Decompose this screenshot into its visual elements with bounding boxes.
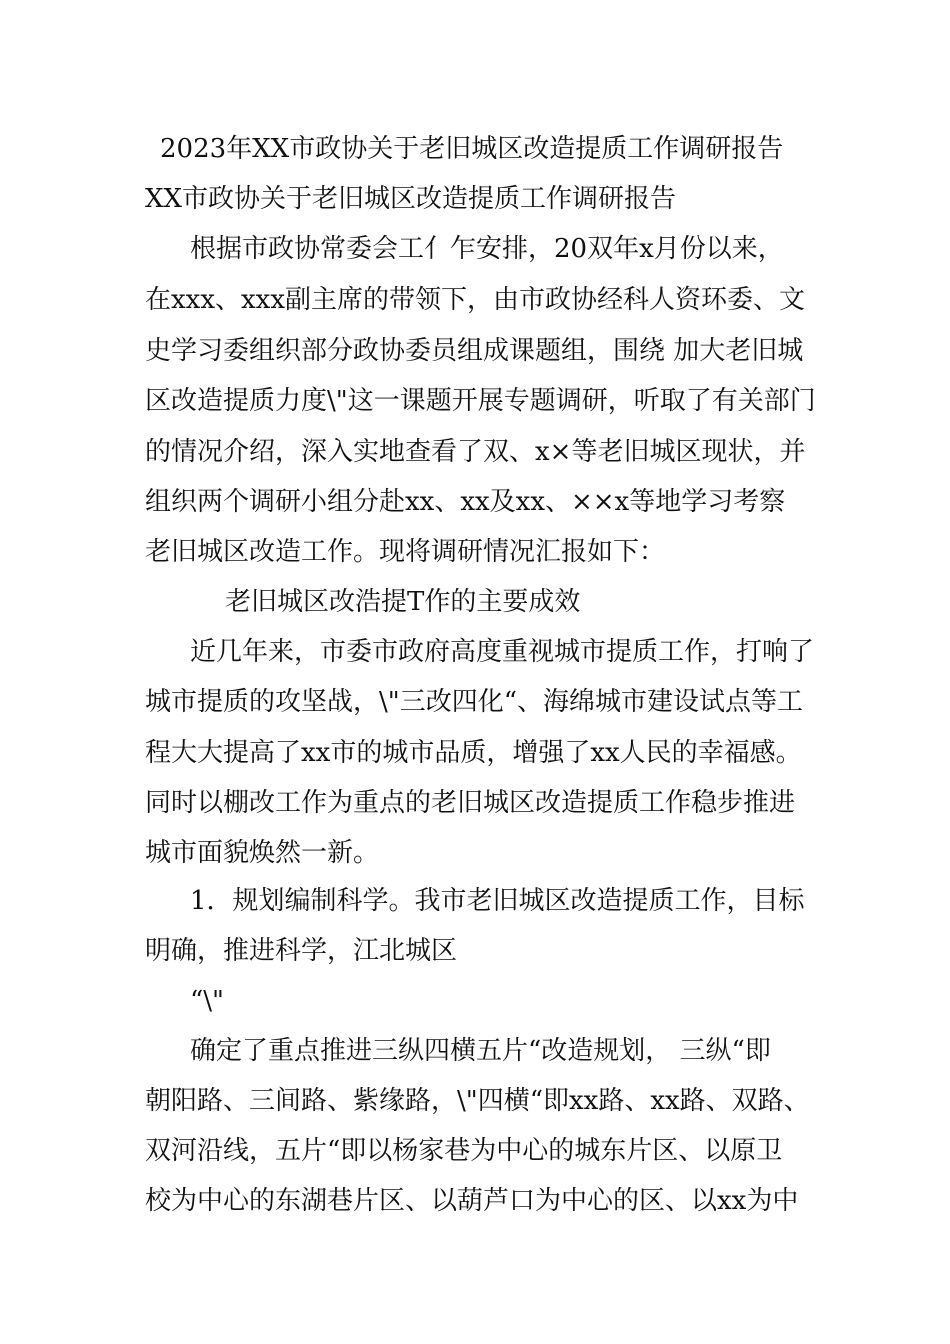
paragraph-line: 近几年来，市委市政府高度重视城市提质工作，打响了 [190,637,815,667]
paragraph-line: 双河沿线，五片“即以杨家巷为中心的城东片区、以原卫 [145,1136,783,1166]
paragraph-line: 史学习委组织部分政协委员组成课题组，围绕 加大老旧城 [145,336,804,366]
paragraph-line: 组织两个调研小组分赴xx、xx及xx、××x等地学习考察 [145,487,786,517]
paragraph-line: 朝阳路、三间路、紫缘路，\"四横“即xx路、xx路、双路、 [145,1086,810,1116]
numbered-item-line: 明确，推进科学，江北城区 [145,936,458,966]
document-title: 2023年XX市政协关于老旧城区改造提质工作调研报告 [160,134,784,164]
document-subtitle: XX市政协关于老旧城区改造提质工作调研报告 [145,184,677,214]
paragraph-line: 程大大提高了xx市的城市品质，增强了xx人民的幸福感。 [145,738,802,768]
paragraph-line: 城市面貌焕然一新。 [145,838,380,868]
paragraph-line: 老旧城区改造工作。现将调研情况汇报如下： [145,537,666,567]
paragraph-line: 校为中心的东湖巷片区、以葫芦口为中心的区、以xx为中 [145,1186,799,1216]
quote-mark: “\" [190,986,225,1016]
paragraph-line: 城市提质的攻坚战，\"三改四化“、海绵城市建设试点等工 [145,687,804,717]
paragraph-line: 区改造提质力度\"这一课题开展专题调研，听取了有关部门 [145,386,816,416]
paragraph-line: 在xxx、xxx副主席的带领下，由市政协经科人资环委、文 [145,285,805,315]
section-heading: 老旧城区改浩提T作的主要成效 [225,587,581,617]
numbered-item-line: 1．规划编制科学。我市老旧城区改造提质工作，目标 [190,886,805,916]
paragraph-line: 的情况介绍，深入实地查看了双、x×等老旧城区现状，并 [145,437,806,467]
paragraph-line: 确定了重点推进三纵四横五片“改造规划， 三纵“即 [190,1036,771,1066]
paragraph-line: 同时以棚改工作为重点的老旧城区改造提质工作稳步推进 [145,788,796,818]
paragraph-line: 根据市政协常委会工亻乍安排，20双年x月份以来， [190,234,784,264]
